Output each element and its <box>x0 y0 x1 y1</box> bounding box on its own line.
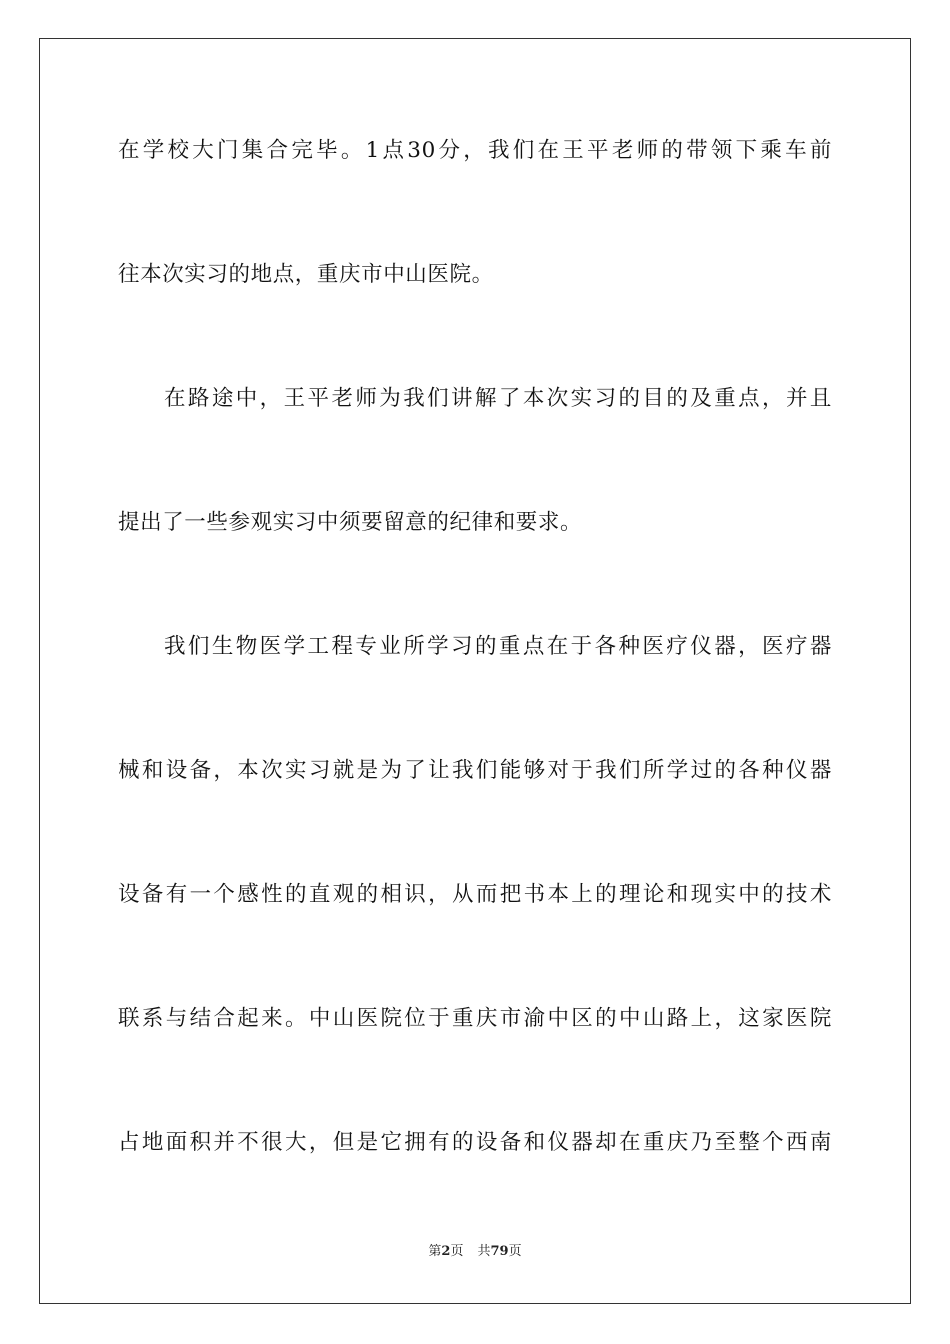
footer-total-suffix: 页 <box>508 1244 522 1259</box>
body-line-7: 设备有一个感性的直观的相识，从而把书本上的理论和现实中的技术 <box>118 882 832 907</box>
page-footer <box>0 1243 950 1261</box>
page-border <box>39 38 911 1304</box>
body-line-1: 在学校大门集合完毕。1点30分，我们在王平老师的带领下乘车前 <box>118 138 832 163</box>
body-line-4: 提出了一些参观实习中须要留意的纪律和要求。 <box>118 510 583 535</box>
body-line-2: 往本次实习的地点，重庆市中山医院。 <box>118 262 494 287</box>
body-line-9: 占地面积并不很大，但是它拥有的设备和仪器却在重庆乃至整个西南 <box>118 1130 832 1155</box>
footer-page-suffix: 页 <box>450 1244 464 1259</box>
body-line-5: 我们生物医学工程专业所学习的重点在于各种医疗仪器，医疗器 <box>164 634 832 659</box>
footer-page-number: 2 <box>441 1244 451 1259</box>
footer-total-pages: 79 <box>490 1244 509 1259</box>
footer-total-prefix: 共 <box>477 1244 491 1259</box>
body-line-6: 械和设备，本次实习就是为了让我们能够对于我们所学过的各种仪器 <box>118 758 832 783</box>
body-line-8: 联系与结合起来。中山医院位于重庆市渝中区的中山路上，这家医院 <box>118 1006 832 1031</box>
body-line-3: 在路途中，王平老师为我们讲解了本次实习的目的及重点，并且 <box>164 386 832 411</box>
footer-page-prefix: 第 <box>428 1244 442 1259</box>
